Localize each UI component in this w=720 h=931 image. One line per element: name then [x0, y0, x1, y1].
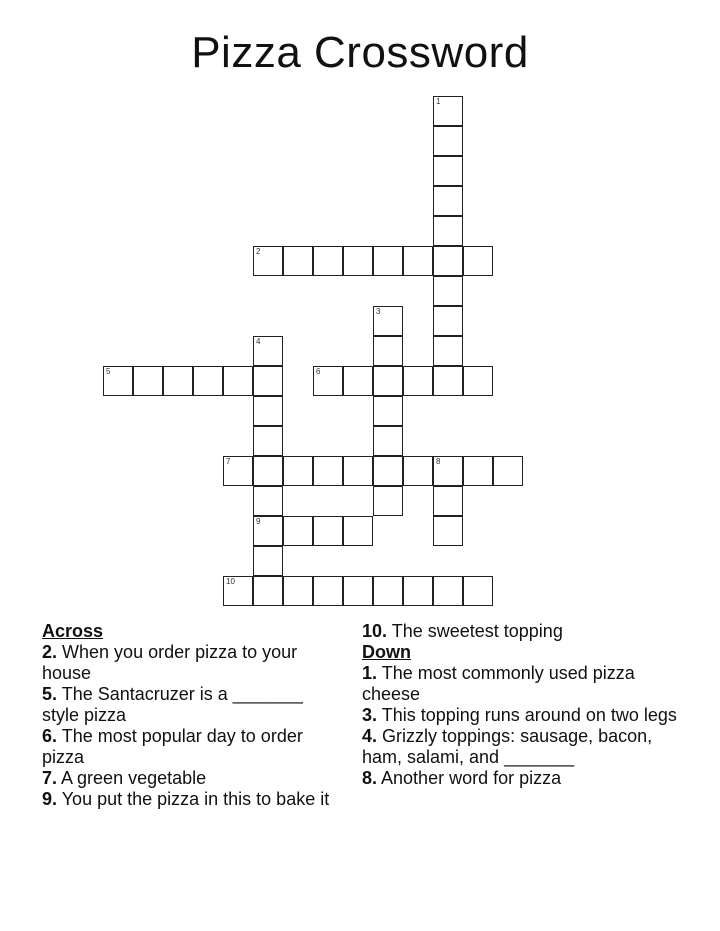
grid-cell[interactable]	[463, 246, 493, 276]
clue-number: 7	[226, 457, 231, 466]
grid-cell[interactable]	[253, 366, 283, 396]
grid-cell[interactable]	[373, 396, 403, 426]
grid-cell[interactable]	[373, 486, 403, 516]
clue-across-7: 7. A green vegetable	[42, 768, 207, 788]
grid-cell[interactable]	[373, 576, 403, 606]
clue-down-1: 1. The most commonly used pizza cheese	[362, 663, 635, 704]
clues-left-column	[42, 621, 342, 810]
grid-cell[interactable]	[253, 516, 283, 546]
grid-cell[interactable]	[433, 456, 463, 486]
grid-cell[interactable]	[313, 366, 343, 396]
grid-cell[interactable]	[313, 456, 343, 486]
grid-cell[interactable]	[433, 246, 463, 276]
grid-cell[interactable]	[163, 366, 193, 396]
grid-cell[interactable]	[343, 456, 373, 486]
grid-cell[interactable]	[313, 576, 343, 606]
clue-number: 4	[256, 337, 261, 346]
grid-cell[interactable]	[403, 576, 433, 606]
grid-cell[interactable]	[373, 306, 403, 336]
grid-cell[interactable]	[253, 486, 283, 516]
grid-cell[interactable]	[433, 306, 463, 336]
grid-cell[interactable]	[253, 336, 283, 366]
grid-cell[interactable]	[253, 396, 283, 426]
grid-cell[interactable]	[433, 186, 463, 216]
grid-cell[interactable]	[253, 246, 283, 276]
clue-down-4: 4. Grizzly toppings: sausage, bacon, ham, salami, and _______	[362, 726, 653, 767]
grid-cell[interactable]	[283, 576, 313, 606]
grid-cell[interactable]	[103, 366, 133, 396]
grid-cell[interactable]	[223, 366, 253, 396]
clue-number: 8	[436, 457, 441, 466]
grid-cell[interactable]	[313, 516, 343, 546]
grid-cell[interactable]	[433, 276, 463, 306]
page-title: Pizza Crossword	[191, 28, 529, 77]
grid-cell[interactable]	[253, 456, 283, 486]
clue-number: 2	[256, 247, 261, 256]
grid-cell[interactable]	[373, 366, 403, 396]
clue-number: 1	[436, 97, 441, 106]
grid-cell[interactable]	[433, 156, 463, 186]
grid-cell[interactable]	[343, 576, 373, 606]
clue-across-2: 2. When you order pizza to your house	[42, 642, 298, 683]
grid-cell[interactable]	[253, 576, 283, 606]
grid-cell[interactable]	[403, 366, 433, 396]
grid-cell[interactable]	[283, 246, 313, 276]
grid-cell[interactable]	[343, 246, 373, 276]
clue-across-5: 5. The Santacruzer is a _______ style pizza	[42, 684, 303, 725]
down-heading: Down	[362, 642, 411, 662]
grid-cell[interactable]	[133, 366, 163, 396]
grid-cell[interactable]	[433, 486, 463, 516]
grid-cell[interactable]	[373, 456, 403, 486]
grid-cell[interactable]	[403, 246, 433, 276]
grid-cell[interactable]	[343, 516, 373, 546]
clue-number: 3	[376, 307, 381, 316]
clue-number: 9	[256, 517, 261, 526]
grid-cell[interactable]	[343, 366, 373, 396]
clue-down-3: 3. This topping runs around on two legs	[362, 705, 677, 725]
grid-cell[interactable]	[463, 366, 493, 396]
clue-number: 6	[316, 367, 321, 376]
clue-across-10: 10. The sweetest topping	[362, 621, 563, 641]
grid-cell[interactable]	[433, 216, 463, 246]
grid-cell[interactable]	[223, 576, 253, 606]
clue-number: 10	[226, 577, 235, 586]
clue-number: 5	[106, 367, 111, 376]
grid-cell[interactable]	[433, 516, 463, 546]
grid-cell[interactable]	[463, 456, 493, 486]
grid-cell[interactable]	[373, 246, 403, 276]
grid-cell[interactable]	[253, 546, 283, 576]
clue-across-9: 9. You put the pizza in this to bake it	[42, 789, 330, 809]
grid-cell[interactable]	[433, 576, 463, 606]
grid-cell[interactable]	[433, 126, 463, 156]
grid-cell[interactable]	[403, 456, 433, 486]
clue-across-6: 6. The most popular day to order pizza	[42, 726, 303, 767]
grid-cell[interactable]	[253, 426, 283, 456]
grid-cell[interactable]	[493, 456, 523, 486]
across-heading: Across	[42, 621, 104, 641]
grid-cell[interactable]	[283, 516, 313, 546]
grid-cell[interactable]	[463, 576, 493, 606]
clues-right-column	[362, 621, 692, 789]
grid-cell[interactable]	[223, 456, 253, 486]
grid-cell[interactable]	[433, 366, 463, 396]
grid-cell[interactable]	[433, 336, 463, 366]
grid-cell[interactable]	[373, 426, 403, 456]
grid-cell[interactable]	[283, 456, 313, 486]
clue-down-8: 8. Another word for pizza	[362, 768, 562, 788]
grid-cell[interactable]	[433, 96, 463, 126]
grid-cell[interactable]	[313, 246, 343, 276]
grid-cell[interactable]	[373, 336, 403, 366]
grid-cell[interactable]	[193, 366, 223, 396]
